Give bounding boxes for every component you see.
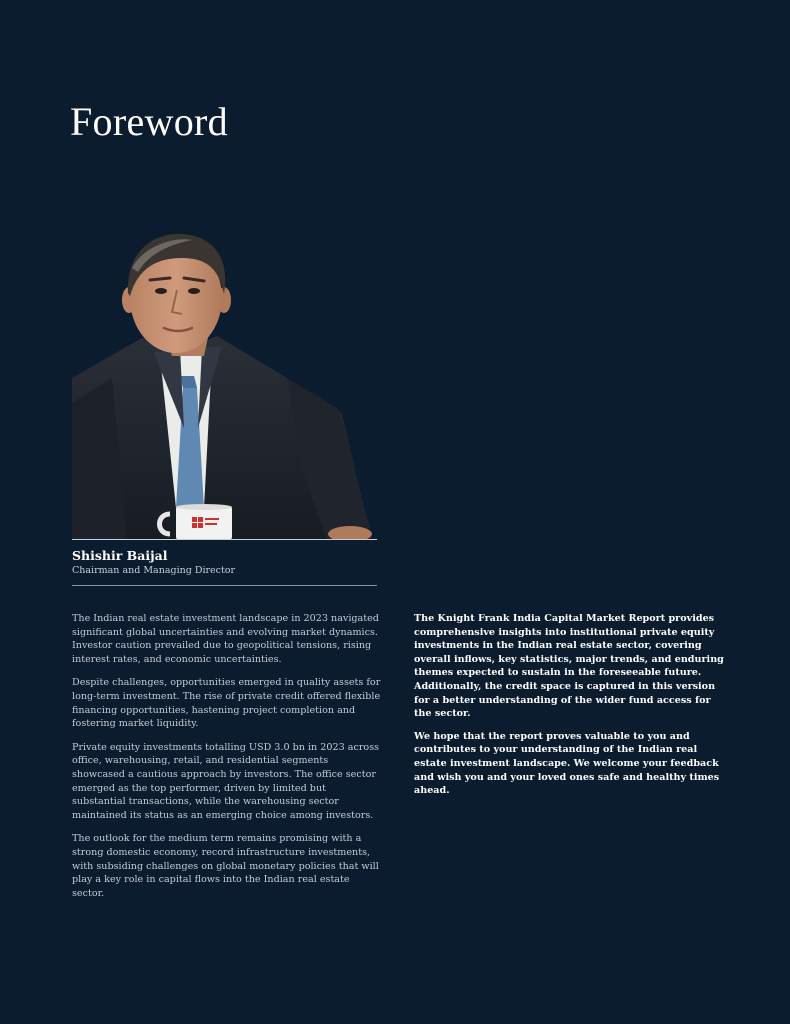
left-paragraph-1: The Indian real estate investment landscape in 2023 navigated significant global uncertainties and evolving market dynamics. Investor caution prevailed due to geopolitical tensions, rising interest rates, and economic uncertainties. [72,613,379,665]
left-column [72,612,382,910]
portrait-divider [72,539,377,540]
author-role: Chairman and Managing Director [72,565,236,576]
portrait-photo [72,228,377,540]
right-paragraph-1: The Knight Frank India Capital Market Report provides comprehensive insights into institutional private equity investments in the Indian real estate sector, covering overall inflows, key statistics, major trends, and enduring themes expected to sustain in the foreseeable future. Additionally, the credit space is captured in this version for a better understanding of the wider fund access for the sector. [414,613,724,720]
left-paragraph-3: Private equity investments totalling USD 3.0 bn in 2023 across office, warehousing, retail, and residential segments showcased a cautious approach by investors. The office sector emerged as the top performer, driven by limited but substantial transactions, while the warehousing sector maintained its status as an emerging choice among investors. [72,741,380,821]
caption-divider [72,585,377,586]
page-title: Foreword [70,99,228,144]
left-paragraph-2: Despite challenges, opportunities emerged in quality assets for long-term investment. The rise of private credit offered flexible financing opportunities, hastening project completion and fostering market liquidity. [72,677,381,730]
right-column [414,612,726,807]
left-paragraph-4: The outlook for the medium term remains promising with a strong domestic economy, record infrastructure investments, with subsiding challenges on global monetary policies that will play a key role in capital flows into the Indian real estate sector. [72,833,379,899]
author-name: Shishir Baijal [72,548,168,563]
right-paragraph-2: We hope that the report proves valuable to you and contributes to your understanding of the Indian real estate investment landscape. We welcome your feedback and wish you and your loved ones safe and healthy times ahead. [414,730,720,797]
